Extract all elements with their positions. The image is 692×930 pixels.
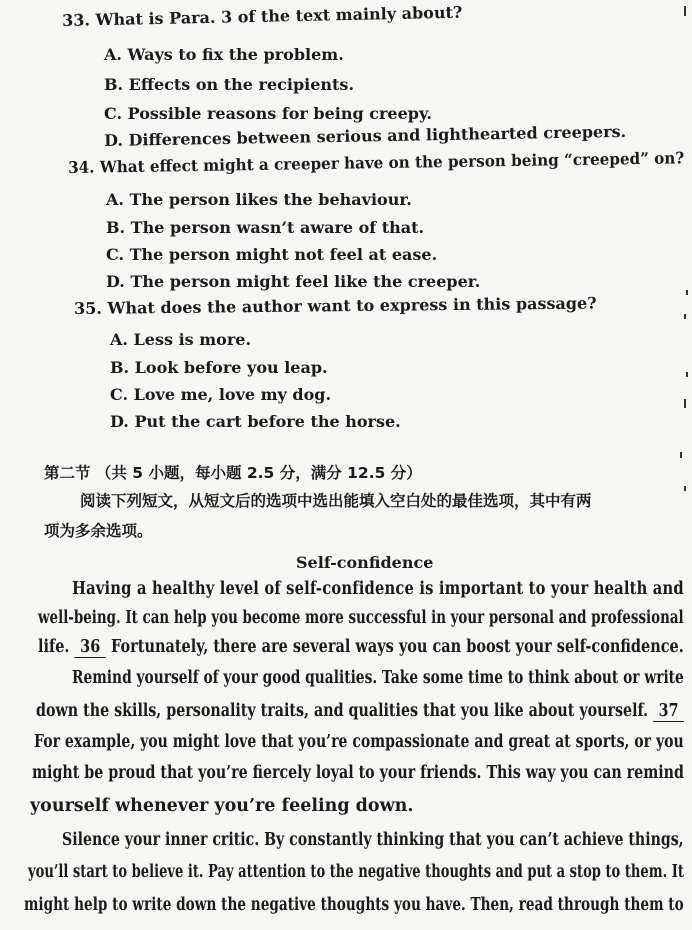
question-33-option-a: A. Ways to fix the problem. — [104, 45, 344, 64]
paragraph-2-line-2 — [36, 703, 684, 722]
question-35-option-a: A. Less is more. — [110, 330, 252, 349]
question-34-option-d: D. The person might feel like the creeper. — [106, 272, 481, 291]
paragraph-1-line-2: well-being. It can help you become more successful in your personal and professional — [38, 608, 684, 628]
scan-mark — [680, 452, 682, 458]
paragraph-1-line-3-end: Fortunately, there are several ways you can boost your self-confidence. — [110, 637, 684, 657]
passage-title: Self-confidence — [296, 553, 434, 572]
question-34-option-a: A. The person likes the behaviour. — [106, 190, 412, 209]
question-35-stem: 35. What does the author want to express in this passage? — [73, 293, 597, 318]
paragraph-2-line-3: For example, you might love that you’re compassionate and great at sports, or you — [34, 732, 684, 752]
scan-mark — [684, 486, 686, 491]
paragraph-3-line-1: Silence your inner critic. By constantly thinking that you can’t achieve things, — [62, 830, 684, 850]
paragraph-3-line-3: might help to write down the negative thoughts you have. Then, read through them to — [24, 895, 684, 915]
question-34-option-c: C. The person might not feel at ease. — [106, 245, 438, 264]
paragraph-2-line-5: yourself whenever you’re feeling down. — [30, 796, 414, 816]
scan-mark — [684, 314, 686, 319]
question-33-option-d: D. Differences between serious and lighthearted creepers. — [103, 121, 627, 150]
scan-mark — [686, 290, 688, 295]
paragraph-2-line-2-text: down the skills, personality traits, and qualities that you like about yourself. — [36, 701, 649, 721]
blank-36: 36 — [75, 639, 106, 658]
question-35-option-c: C. Love me, love my dog. — [110, 385, 332, 404]
blank-37: 37 — [653, 703, 684, 722]
section-heading: 第二节 （共 5 小题，每小题 2.5 分，满分 12.5 分） — [44, 464, 422, 482]
question-34-stem: 34. What effect might a creeper have on the person being “creeped” on? — [67, 148, 685, 177]
question-33-option-c: C. Possible reasons for being creepy. — [104, 104, 432, 123]
question-33-option-b: B. Effects on the recipients. — [104, 75, 355, 94]
scan-mark — [686, 372, 688, 377]
question-33-stem: 33. What is Para. 3 of the text mainly about? — [61, 2, 463, 30]
section-instruction-line-2: 项为多余选项。 — [44, 522, 153, 540]
section-instruction-line-1: 阅读下列短文，从短文后的选项中选出能填入空白处的最佳选项，其中有两 — [80, 492, 592, 510]
paragraph-3-line-2: you’ll start to believe it. Pay attention to the negative thoughts and put a stop to them. It — [28, 862, 684, 882]
question-35-option-d: D. Put the cart before the horse. — [110, 412, 401, 431]
question-34-option-b: B. The person wasn’t aware of that. — [106, 218, 425, 237]
paragraph-1-line-3 — [38, 639, 684, 658]
paragraph-1-line-3-start: life. — [38, 637, 70, 657]
scan-mark — [684, 6, 686, 16]
question-35-option-b: B. Look before you leap. — [110, 358, 328, 377]
paragraph-2-line-4: might be proud that you’re fiercely loyal to your friends. This way you can remind — [32, 763, 684, 783]
scan-mark — [684, 399, 686, 408]
paragraph-1-line-1: Having a healthy level of self-confidence is important to your health and — [72, 579, 684, 599]
paragraph-2-line-1: Remind yourself of your good qualities. Take some time to think about or write — [72, 668, 684, 688]
